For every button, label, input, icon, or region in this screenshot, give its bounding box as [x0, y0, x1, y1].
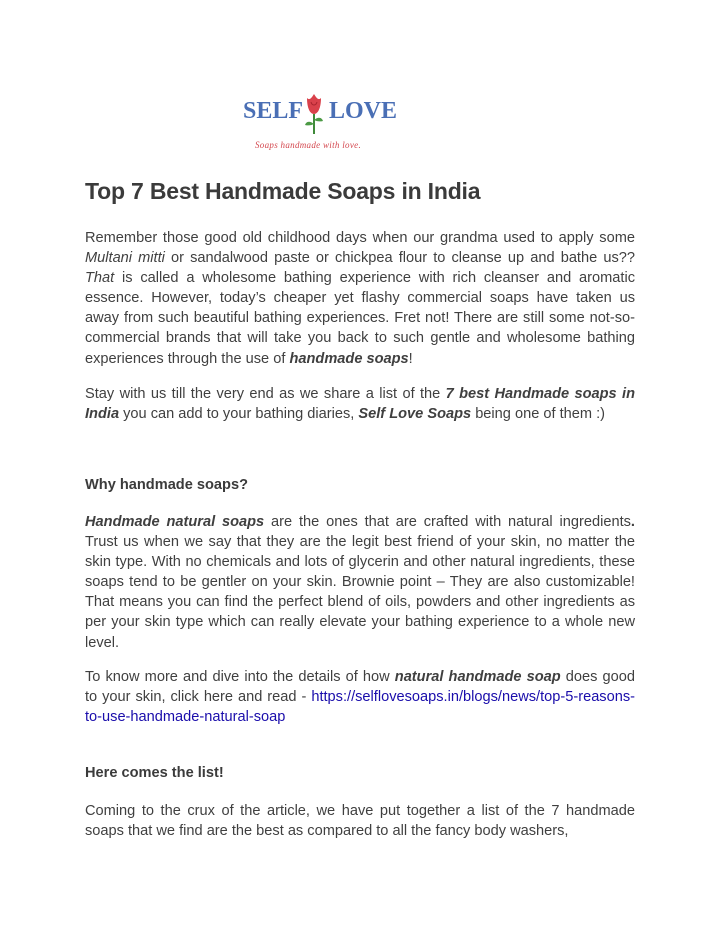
text: does good to your skin, click here and read - [85, 669, 635, 706]
section-heading-why: Why handmade soaps? [85, 477, 248, 493]
why-paragraph [85, 512, 635, 653]
emphasis-handmade-natural-soaps: Handmade natural soaps [85, 514, 265, 530]
text: being one of them :) [471, 406, 605, 423]
logo-wordmark [233, 92, 398, 132]
bold-period: . [630, 514, 635, 530]
text: Stay with us till the very end as we share a list of the [85, 386, 446, 402]
article-link[interactable]: https://selflovesoaps.in/blogs/news/top-5-reasons-to-use-handmade-natural-soap [85, 689, 635, 726]
text: or sandalwood paste or chickpea flour to cleanse up and bathe us?? [164, 250, 635, 267]
emphasis-multani-mitti: Multani mitti [85, 250, 165, 267]
emphasis-handmade-soaps: handmade soaps [289, 350, 409, 367]
text: you can add to your bathing diaries, [119, 406, 359, 423]
rose-icon [303, 92, 325, 136]
text: To know more and dive into the details of how [85, 669, 395, 685]
list-intro-paragraph [85, 801, 635, 841]
intro-paragraph [85, 228, 635, 369]
page-title: Top 7 Best Handmade Soaps in India [85, 178, 481, 204]
text: Coming to the crux of the article, we have put together a list of the 7 handmade soaps that we find are the best as compared to all the fancy body washers, [85, 803, 635, 840]
logo-word-love: LOVE [329, 98, 398, 124]
emphasis-7-best: 7 best Handmade soaps in India [85, 386, 635, 423]
logo-tagline: Soaps handmade with love. [255, 140, 361, 150]
brand-logo [233, 82, 398, 160]
more-paragraph [85, 667, 635, 727]
text: Trust us when we say that they are the legit best friend of your skin, no matter the skin type. With no chemicals and lots of glycerin and other natural ingredients, these soaps tend to be gentler on your skin. Brownie point – They are also customizable! That means you can find the perfect blend of oils, powders and other ingredients as per your skin type which can really elevate your bathing experience to a whole new level. [85, 534, 635, 651]
section-heading-list: Here comes the list! [85, 765, 224, 781]
logo-word-self: SELF [243, 98, 304, 124]
text: Remember those good old childhood days when our grandma used to apply some [85, 230, 635, 246]
emphasis-that: That [85, 270, 115, 287]
stay-paragraph [85, 384, 635, 424]
text: ! [408, 350, 413, 367]
text: is called a wholesome bathing experience with rich cleanser and aromatic essence. However, today’s cheaper yet flashy commercial soaps have taken us away from such beautiful bathing experiences. Fret not! There are still some not-so-commercial brands that will take you back to such gentle and wholesome bathing experiences through the use of [85, 270, 635, 367]
emphasis-self-love-soaps: Self Love Soaps [358, 406, 472, 423]
emphasis-natural-handmade-soap: natural handmade soap [394, 669, 561, 685]
text: are the ones that are crafted with natural ingredients [264, 514, 631, 530]
